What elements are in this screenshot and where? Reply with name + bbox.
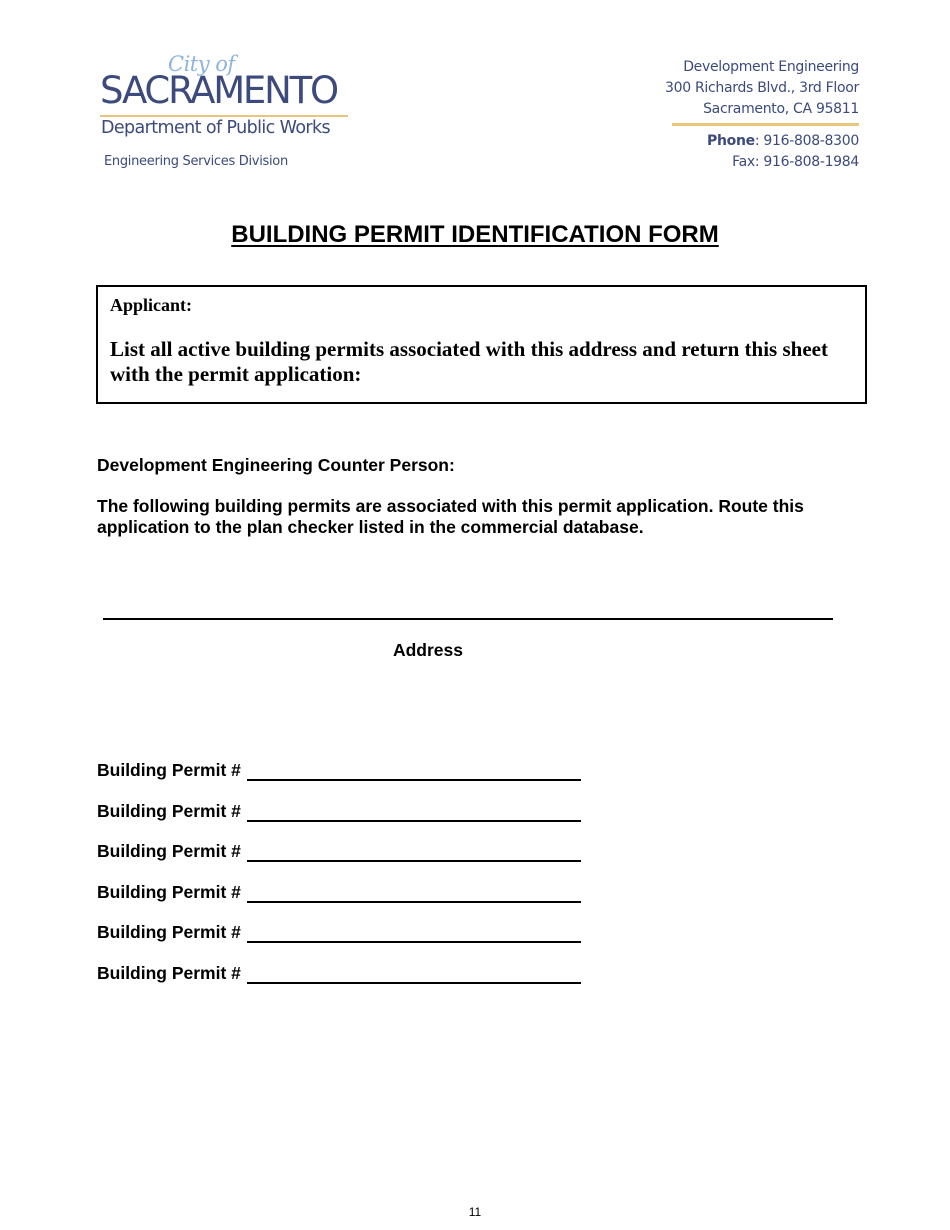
permit-row: [97, 922, 581, 963]
contact-address-block: [665, 57, 859, 120]
applicant-label: Applicant:: [110, 295, 193, 315]
page-title: BUILDING PERMIT IDENTIFICATION FORM: [231, 221, 719, 248]
permit-label: Building Permit #: [97, 841, 241, 862]
permit-number-field[interactable]: [247, 801, 581, 822]
permit-label: Building Permit #: [97, 922, 241, 943]
permit-number-field[interactable]: [247, 963, 581, 984]
permit-label: Building Permit #: [97, 881, 241, 902]
logo-gold-rule: [100, 115, 348, 117]
contact-office: Development Engineering: [683, 59, 859, 75]
contact-phone: [707, 131, 859, 152]
permit-row: [97, 801, 581, 842]
contact-phone-label: Phone: [707, 133, 755, 149]
permit-number-field[interactable]: [247, 760, 581, 781]
applicant-instructions-box: [96, 285, 867, 404]
contact-phone-block: [707, 131, 859, 173]
permit-row: [97, 882, 581, 923]
logo-city-name: SACRAMENTO: [100, 69, 337, 112]
contact-fax: Fax: 916-808-1984: [732, 154, 859, 170]
contact-street: 300 Richards Blvd., 3rd Floor: [665, 80, 859, 96]
contact-phone-value: : 916-808-8300: [754, 133, 859, 149]
counter-person-instruction: The following building permits are associated with this permit application. Route this application to the plan checker listed in the commercial database.: [97, 496, 804, 537]
permit-row: [97, 963, 581, 1004]
permit-label: Building Permit #: [97, 800, 241, 821]
logo-department: Department of Public Works: [101, 118, 331, 138]
permit-label: Building Permit #: [97, 962, 241, 983]
contact-city-state-zip: Sacramento, CA 95811: [703, 101, 859, 117]
permit-row: [97, 841, 581, 882]
permit-number-field[interactable]: [247, 841, 581, 862]
logo-division: Engineering Services Division: [104, 154, 288, 169]
address-field[interactable]: [103, 618, 833, 620]
address-label: Address: [392, 640, 464, 660]
page-number: 11: [468, 1205, 482, 1219]
permit-list: [97, 760, 581, 1004]
applicant-instruction: List all active building permits associated with this address and return this sheet with the permit application:: [110, 337, 828, 386]
counter-person-label: Development Engineering Counter Person:: [97, 455, 455, 475]
permit-number-field[interactable]: [247, 922, 581, 943]
contact-gold-rule: [672, 123, 859, 126]
permit-label: Building Permit #: [97, 760, 241, 780]
logo-city-of: City of: [168, 52, 235, 76]
permit-row: [97, 760, 581, 801]
permit-number-field[interactable]: [247, 882, 581, 903]
